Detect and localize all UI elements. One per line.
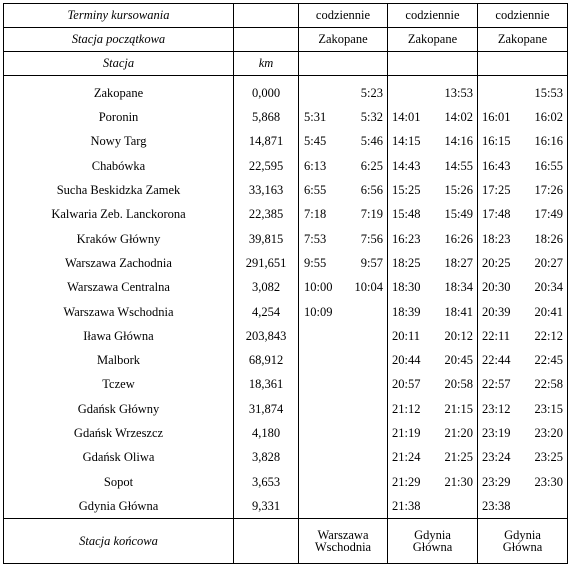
- station-name: Sopot: [4, 470, 234, 494]
- train-2-times: [388, 373, 478, 397]
- arrival-time: 10:09: [304, 304, 333, 319]
- timetable: [3, 3, 568, 564]
- station-name: Kalwaria Zeb. Lanckorona: [4, 202, 234, 226]
- station-row: [4, 275, 568, 299]
- departure-time: 20:27: [534, 255, 563, 270]
- departure-time: 21:15: [444, 401, 473, 416]
- departure-time: 22:58: [534, 377, 563, 392]
- station-name: Tczew: [4, 373, 234, 397]
- station-name: Kraków Główny: [4, 227, 234, 251]
- station-row: [4, 373, 568, 397]
- station-km: 31,874: [234, 397, 299, 421]
- arrival-time: [482, 87, 514, 100]
- station-row: [4, 81, 568, 105]
- arrival-time: 21:24: [392, 450, 421, 465]
- train-1-times: [299, 324, 388, 348]
- arrival-time: 7:18: [304, 207, 327, 222]
- train-2-times: [388, 105, 478, 129]
- arrival-time: 20:25: [482, 255, 511, 270]
- train-3-times: [478, 178, 568, 202]
- destination-label: Stacja końcowa: [4, 519, 234, 564]
- train-1-schedule: codziennie: [299, 4, 388, 28]
- station-name: Iława Główna: [4, 324, 234, 348]
- km-column-header: km: [234, 52, 299, 76]
- station-name: Poronin: [4, 105, 234, 129]
- train-1-times: [299, 202, 388, 226]
- train-2-destination-line2: Główna: [412, 540, 453, 555]
- arrival-time: 22:44: [482, 353, 511, 368]
- arrival-time: 21:38: [392, 498, 421, 513]
- station-row: [4, 397, 568, 421]
- station-km: 3,082: [234, 275, 299, 299]
- departure-time: 20:34: [534, 280, 563, 295]
- station-name: Sucha Beskidzka Zamek: [4, 178, 234, 202]
- schedule-km-cell: [234, 4, 299, 28]
- station-name: Nowy Targ: [4, 130, 234, 154]
- train-1-times: [299, 275, 388, 299]
- departure-time: 17:49: [534, 207, 563, 222]
- departure-time: 5:23: [360, 85, 383, 100]
- train-3-header-blank: [478, 52, 568, 76]
- train-3-times: [478, 421, 568, 445]
- train-1-times: [299, 300, 388, 324]
- departure-time: 6:25: [360, 158, 383, 173]
- arrival-time: 6:55: [304, 183, 327, 198]
- departure-time: 20:45: [444, 353, 473, 368]
- station-km: 4,254: [234, 300, 299, 324]
- arrival-time: 15:48: [392, 207, 421, 222]
- departure-time: 23:15: [534, 401, 563, 416]
- arrival-time: 14:15: [392, 134, 421, 149]
- departure-time: 16:26: [444, 231, 473, 246]
- train-3-times: [478, 373, 568, 397]
- departure-time: 20:41: [534, 304, 563, 319]
- departure-time: [531, 500, 563, 513]
- station-km: 9,331: [234, 494, 299, 519]
- arrival-time: 18:30: [392, 280, 421, 295]
- departure-time: 15:26: [444, 183, 473, 198]
- station-row: [4, 154, 568, 178]
- train-1-times: [299, 105, 388, 129]
- train-2-times: [388, 130, 478, 154]
- station-km: 3,653: [234, 470, 299, 494]
- train-2-times: [388, 202, 478, 226]
- arrival-time: 21:19: [392, 426, 421, 441]
- departure-time: 7:56: [360, 231, 383, 246]
- departure-time: 14:55: [444, 158, 473, 173]
- departure-time: 23:20: [534, 426, 563, 441]
- arrival-time: 23:29: [482, 474, 511, 489]
- arrival-time: 20:44: [392, 353, 421, 368]
- train-1-times: [299, 154, 388, 178]
- arrival-time: 20:11: [392, 328, 421, 343]
- arrival-time: 18:39: [392, 304, 421, 319]
- station-row: [4, 324, 568, 348]
- train-3-schedule: codziennie: [478, 4, 568, 28]
- departure-time: 18:34: [444, 280, 473, 295]
- train-2-times: [388, 251, 478, 275]
- train-2-destination-line1: Gdynia: [414, 527, 451, 542]
- arrival-time: 22:57: [482, 377, 511, 392]
- arrival-time: 20:39: [482, 304, 511, 319]
- station-km: 14,871: [234, 130, 299, 154]
- train-3-times: [478, 275, 568, 299]
- departure-time: 22:12: [534, 328, 563, 343]
- train-1-times: [299, 130, 388, 154]
- departure-time: 15:53: [534, 85, 563, 100]
- train-2-destination: [388, 519, 478, 564]
- arrival-time: 16:15: [482, 134, 511, 149]
- train-2-times: [388, 275, 478, 299]
- arrival-time: 21:12: [392, 401, 421, 416]
- arrival-time: 7:53: [304, 231, 327, 246]
- arrival-time: 23:19: [482, 426, 511, 441]
- station-km: 4,180: [234, 421, 299, 445]
- arrival-time: 23:12: [482, 401, 511, 416]
- station-km: 22,385: [234, 202, 299, 226]
- train-3-origin: Zakopane: [478, 28, 568, 52]
- station-row: [4, 445, 568, 469]
- station-name: Warszawa Centralna: [4, 275, 234, 299]
- train-2-times: [388, 348, 478, 372]
- train-2-times: [388, 470, 478, 494]
- station-row: [4, 494, 568, 519]
- train-1-destination: [299, 519, 388, 564]
- arrival-time: 18:23: [482, 231, 511, 246]
- footer-row-destination: [4, 519, 568, 564]
- departure-time: 9:57: [360, 255, 383, 270]
- train-1-times: [299, 397, 388, 421]
- arrival-time: 18:25: [392, 255, 421, 270]
- train-1-destination-line2: Wschodnia: [314, 540, 372, 555]
- train-3-times: [478, 348, 568, 372]
- train-3-destination-line1: Gdynia: [504, 527, 541, 542]
- train-3-times: [478, 130, 568, 154]
- station-name: Chabówka: [4, 154, 234, 178]
- departure-time: [441, 500, 473, 513]
- train-2-times: [388, 397, 478, 421]
- station-name: Warszawa Wschodnia: [4, 300, 234, 324]
- departure-time: 14:16: [444, 134, 473, 149]
- station-column-header: Stacja: [4, 52, 234, 76]
- train-1-destination-line1: Warszawa: [317, 527, 369, 542]
- station-name: Gdańsk Wrzeszcz: [4, 421, 234, 445]
- train-2-times: [388, 154, 478, 178]
- train-2-times: [388, 81, 478, 105]
- station-row: [4, 348, 568, 372]
- arrival-time: 5:31: [304, 110, 327, 125]
- arrival-time: 23:24: [482, 450, 511, 465]
- train-1-origin: Zakopane: [299, 28, 388, 52]
- station-name: Gdańsk Główny: [4, 397, 234, 421]
- station-name: Gdańsk Oliwa: [4, 445, 234, 469]
- departure-time: 21:20: [444, 426, 473, 441]
- train-3-destination: [478, 519, 568, 564]
- station-row: [4, 300, 568, 324]
- train-2-times: [388, 227, 478, 251]
- departure-time: [351, 306, 383, 319]
- departure-time: 22:45: [534, 353, 563, 368]
- departure-time: 6:56: [360, 183, 383, 198]
- train-3-times: [478, 445, 568, 469]
- arrival-time: 14:01: [392, 110, 421, 125]
- departure-time: 23:30: [534, 474, 563, 489]
- station-km: 5,868: [234, 105, 299, 129]
- station-name: Zakopane: [4, 81, 234, 105]
- train-1-times: [299, 421, 388, 445]
- origin-label: Stacja początkowa: [4, 28, 234, 52]
- train-2-times: [388, 300, 478, 324]
- train-3-times: [478, 397, 568, 421]
- arrival-time: 9:55: [304, 255, 327, 270]
- train-1-times: [299, 445, 388, 469]
- arrival-time: 16:43: [482, 158, 511, 173]
- train-2-header-blank: [388, 52, 478, 76]
- train-2-times: [388, 178, 478, 202]
- station-km: 291,651: [234, 251, 299, 275]
- station-name: Warszawa Zachodnia: [4, 251, 234, 275]
- header-row-station: [4, 52, 568, 76]
- train-2-times: [388, 494, 478, 519]
- train-3-times: [478, 202, 568, 226]
- departure-time: 5:32: [360, 110, 383, 125]
- departure-time: 16:02: [534, 110, 563, 125]
- departure-time: 17:26: [534, 183, 563, 198]
- station-row: [4, 421, 568, 445]
- train-1-times: [299, 251, 388, 275]
- train-3-destination-line2: Główna: [502, 540, 543, 555]
- train-2-times: [388, 324, 478, 348]
- station-km: 3,828: [234, 445, 299, 469]
- station-row: [4, 227, 568, 251]
- departure-time: 13:53: [444, 85, 473, 100]
- arrival-time: 21:29: [392, 474, 421, 489]
- departure-time: 5:46: [360, 134, 383, 149]
- train-1-times: [299, 470, 388, 494]
- arrival-time: 17:25: [482, 183, 511, 198]
- departure-time: 16:55: [534, 158, 563, 173]
- departure-time: 18:41: [444, 304, 473, 319]
- station-km: 0,000: [234, 81, 299, 105]
- train-3-times: [478, 251, 568, 275]
- departure-time: 21:25: [444, 450, 473, 465]
- train-3-times: [478, 105, 568, 129]
- departure-time: 10:04: [354, 280, 383, 295]
- arrival-time: 16:01: [482, 110, 511, 125]
- station-row: [4, 470, 568, 494]
- departure-time: 18:27: [444, 255, 473, 270]
- train-3-times: [478, 324, 568, 348]
- station-row: [4, 105, 568, 129]
- station-km: 39,815: [234, 227, 299, 251]
- station-row: [4, 251, 568, 275]
- departure-time: 21:30: [444, 474, 473, 489]
- train-3-times: [478, 300, 568, 324]
- station-name: Gdynia Główna: [4, 494, 234, 519]
- station-row: [4, 130, 568, 154]
- station-km: 68,912: [234, 348, 299, 372]
- departure-time: 15:49: [444, 207, 473, 222]
- header-row-origin: [4, 28, 568, 52]
- destination-km-cell: [234, 519, 299, 564]
- train-1-times: [299, 227, 388, 251]
- station-km: 33,163: [234, 178, 299, 202]
- arrival-time: 23:38: [482, 498, 511, 513]
- train-1-times: [299, 81, 388, 105]
- arrival-time: 17:48: [482, 207, 511, 222]
- arrival-time: 16:23: [392, 231, 421, 246]
- arrival-time: 15:25: [392, 183, 421, 198]
- train-3-times: [478, 227, 568, 251]
- departure-time: 7:19: [360, 207, 383, 222]
- train-2-schedule: codziennie: [388, 4, 478, 28]
- departure-time: 18:26: [534, 231, 563, 246]
- departure-time: 23:25: [534, 450, 563, 465]
- train-2-times: [388, 445, 478, 469]
- station-km: 22,595: [234, 154, 299, 178]
- arrival-time: 22:11: [482, 328, 511, 343]
- header-row-schedule: [4, 4, 568, 28]
- arrival-time: [304, 87, 336, 100]
- departure-time: 14:02: [444, 110, 473, 125]
- train-3-times: [478, 470, 568, 494]
- station-km: 203,843: [234, 324, 299, 348]
- origin-km-cell: [234, 28, 299, 52]
- train-1-times: [299, 373, 388, 397]
- arrival-time: [392, 87, 424, 100]
- train-3-times: [478, 494, 568, 519]
- train-1-header-blank: [299, 52, 388, 76]
- train-2-origin: Zakopane: [388, 28, 478, 52]
- station-row: [4, 202, 568, 226]
- station-row: [4, 178, 568, 202]
- departure-time: 16:16: [534, 134, 563, 149]
- arrival-time: 14:43: [392, 158, 421, 173]
- station-km: 18,361: [234, 373, 299, 397]
- arrival-time: 10:00: [304, 280, 333, 295]
- departure-time: 20:58: [444, 377, 473, 392]
- train-2-times: [388, 421, 478, 445]
- train-3-times: [478, 81, 568, 105]
- arrival-time: 6:13: [304, 158, 327, 173]
- train-1-times: [299, 494, 388, 519]
- arrival-time: 20:57: [392, 377, 421, 392]
- departure-time: 20:12: [444, 328, 473, 343]
- train-1-times: [299, 348, 388, 372]
- train-1-times: [299, 178, 388, 202]
- arrival-time: 20:30: [482, 280, 511, 295]
- station-name: Malbork: [4, 348, 234, 372]
- arrival-time: 5:45: [304, 134, 327, 149]
- train-3-times: [478, 154, 568, 178]
- schedule-label: Terminy kursowania: [4, 4, 234, 28]
